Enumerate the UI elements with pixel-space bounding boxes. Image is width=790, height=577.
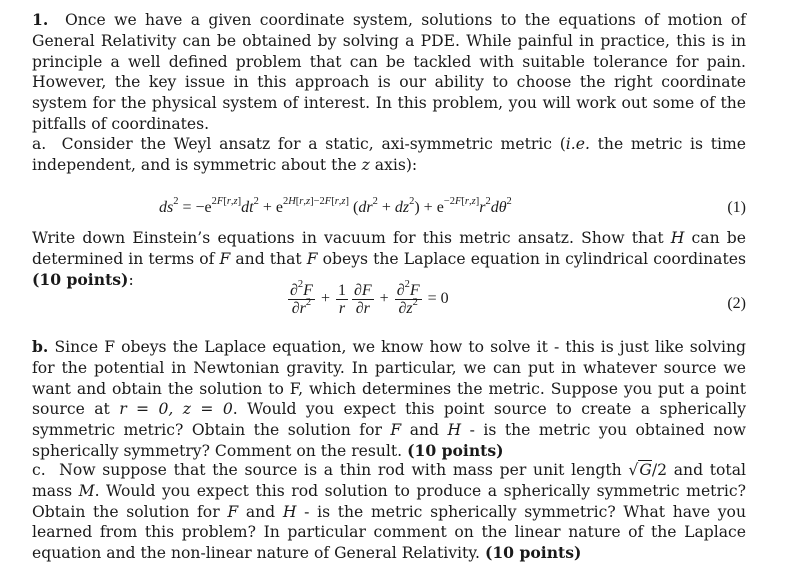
var-F: F [219, 249, 231, 268]
part-b-text-3: and [401, 421, 448, 440]
equation-1-number: (1) [727, 199, 746, 216]
part-c-paragraph [32, 460, 746, 564]
ie-abbrev: i.e. [565, 135, 590, 153]
instr-text-2: can be determined in terms of [32, 229, 747, 268]
part-b-paragraph [32, 337, 746, 462]
part-c-text-3: . Would you expect this rod solution to produce a spherically symmetric metric? Obtain the solution for [32, 481, 746, 521]
part-a-label: a. [32, 135, 47, 153]
problem-intro-paragraph [32, 10, 746, 135]
part-b-text-2: . Would you expect this point source to create a spherically symmetric metric? Obtain the solution for [32, 400, 747, 440]
instr-text-4: obeys the Laplace equation in cylindrical coordinates [317, 249, 746, 268]
density-tail: /2 [651, 461, 667, 479]
part-c-text-2: and total mass [32, 461, 746, 500]
instr-text-3: and that [230, 249, 307, 268]
part-c-text-4: and [238, 502, 283, 521]
part-a-text-2: the metric is time independent, and is symmetric about the [32, 135, 746, 174]
instr-text-1: Write down Einstein’s equations in vacuum for this metric ansatz. Show that [32, 229, 671, 247]
part-a-points: (10 points) [32, 269, 129, 289]
problem-intro-text: Once we have a given coordinate system, solutions to the equations of motion of General Relativity can be obtained by solving a PDE. While painful in practice, this is in principle a well defined problem that can be tackled with suitable tolerance for pain. However, the key issue in this approach is our ability to choose the right coordinate system for the physical system of interest. In this problem, you will work out some of the pitfalls of coordinates. [32, 11, 746, 133]
part-c-text-5: - is the metric spherically symmetric? What have you learned from this problem? In particular comment on the linear nature of the Laplace equation and the non-linear nature of General Relativity. [32, 502, 746, 563]
instr-text-end: : [128, 270, 134, 289]
equation-1-weyl-metric: $ds^2 = -e^{2F[r,z]}dt^2 + e^{2H[r,z]-2F[r,z]}$ $(dr^2 + dz^2) + e^{-2F[r,z]}r^2d\theta^2$ [159, 195, 512, 216]
sqrt-argument: G [639, 461, 652, 479]
equation-2-number: (2) [727, 295, 746, 312]
part-b-text-4: - is the metric you obtained now spherically symmetry? Comment on the result. [32, 421, 746, 460]
part-a-text-end: axis): [369, 155, 418, 174]
equation-1-row [32, 195, 746, 220]
var-F-2: F [306, 249, 318, 268]
var-H: H [670, 229, 685, 247]
part-b-text-1: Since F obeys the Laplace equation, we know how to solve it - this is just like solving for the potential in Newtonian gravity. In particular, we can put in whatever source we want and obtain the solution to F, which determines the metric. Suppose you put a point source at [32, 338, 746, 419]
axis-variable: z [361, 155, 370, 174]
part-c-points: (10 points) [484, 543, 582, 563]
var-F-3: F [390, 421, 402, 440]
linear-density: √G/2 [628, 461, 667, 479]
part-c-label: c. [32, 461, 46, 479]
var-F-4: F [227, 502, 239, 521]
part-a-paragraph [32, 134, 746, 176]
part-b-label: b. [32, 337, 49, 356]
part-c-text-1: Now suppose that the source is a thin rod with mass per unit length [59, 461, 629, 479]
part-b-points: (10 points) [407, 440, 504, 460]
var-M: M [78, 481, 95, 500]
var-H-2: H [447, 421, 462, 440]
point-source-location: r = 0, z = 0 [119, 400, 233, 419]
part-a-text: Consider the Weyl ansatz for a static, axi-symmetric metric ( [61, 135, 566, 153]
problem-number: 1. [32, 10, 49, 29]
equation-2-laplace: $\frac{\partial^2F}{\partial r^2}$ + $\frac{1}{r}$ $\frac{\partial F}{\partial r}$ + $\frac{\partial^2F}{\partial z^2}$ = 0 [290, 278, 449, 317]
var-H-3: H [282, 502, 297, 521]
